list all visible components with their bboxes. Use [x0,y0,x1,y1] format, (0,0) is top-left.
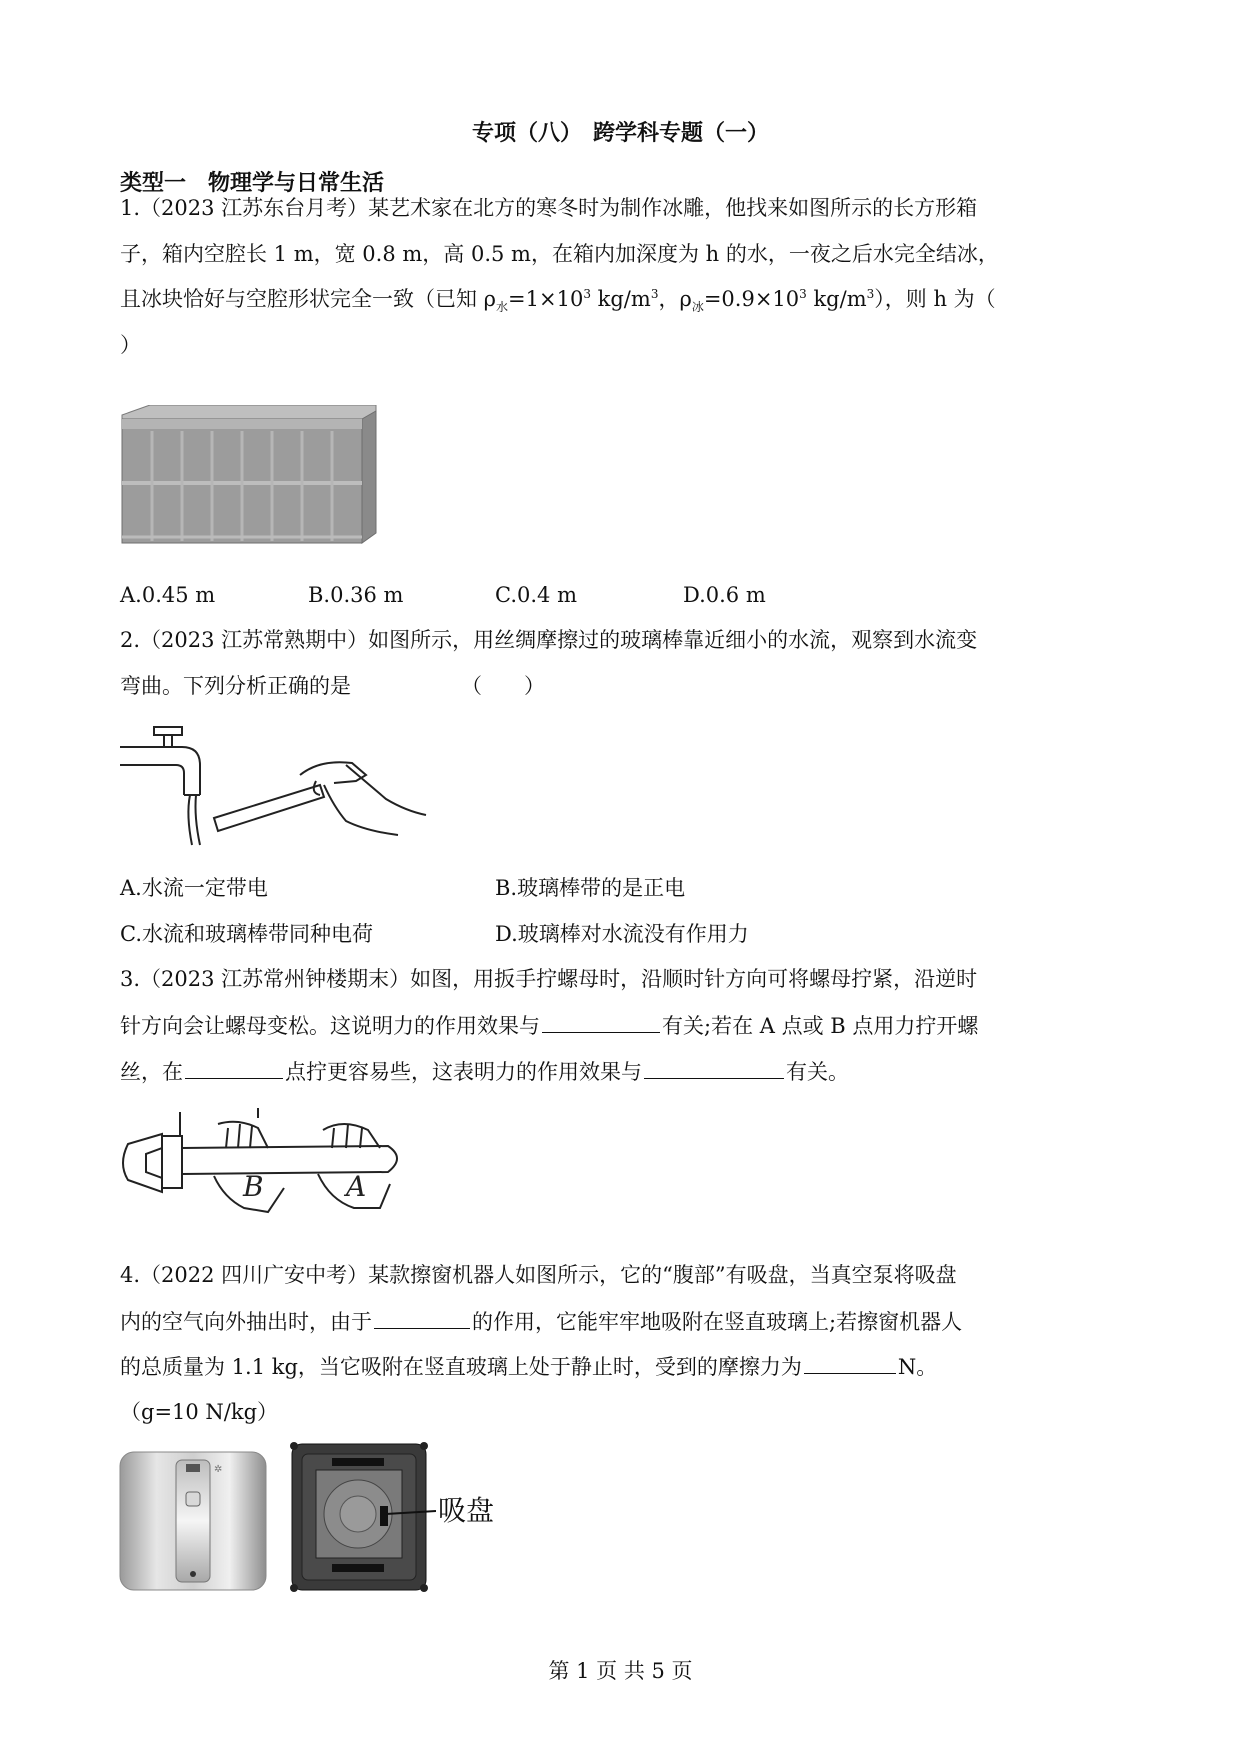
q3-text: 有关;若在 A 点或 B 点用力拧开螺 [662,1014,979,1038]
q1-line-2: 子，箱内空腔长 1 m，宽 0.8 m，高 0.5 m，在箱内加深度为 h 的水，一夜之后水完全结冰， [120,242,999,266]
exponent: 3 [650,287,659,301]
exponent: 3 [866,287,875,301]
exponent: 3 [583,287,591,301]
answer-blank[interactable] [804,1351,896,1374]
crate-image [120,405,378,545]
answer-blank[interactable] [185,1056,283,1079]
q3-text: 点拧更容易些，这表明力的作用效果与 [285,1060,642,1084]
answer-brackets: （ ） [461,674,545,698]
q4-line-2 [120,1306,962,1337]
q1-text: kg/m [806,287,867,311]
q1-option-c: C.0.4 m [495,583,577,607]
q4-line-1: 4.（2022 四川广安中考）某款擦窗机器人如图所示，它的“腹部”有吸盘，当真空泵将吸盘 [120,1263,957,1287]
q2-line-1: 2.（2023 江苏常熟期中）如图所示，用丝绸摩擦过的玻璃棒靠近细小的水流，观察到水流变 [120,628,978,652]
robot-front-image [118,1450,268,1592]
q3-text: 丝，在 [120,1060,183,1084]
rho-ice-subscript: 冰 [691,300,704,315]
q1-text: =1×10 [508,287,584,311]
q1-line-1: 1.（2023 江苏东台月考）某艺术家在北方的寒冬时为制作冰雕，他找来如图所示的长方形箱 [120,196,978,220]
q2-option-a: A.水流一定带电 [120,876,268,900]
q1-line-3 [120,284,996,314]
q3-line-3 [120,1056,849,1087]
q1-option-b: B.0.36 m [308,583,404,607]
q4-line-4: （g=10 N/kg） [120,1400,279,1424]
q1-option-a: A.0.45 m [120,583,216,607]
answer-blank[interactable] [644,1056,784,1079]
q2-text: 弯曲。下列分析正确的是 [120,674,351,698]
q3-line-2 [120,1010,978,1041]
q1-option-d: D.0.6 m [683,583,766,607]
q3-text: 有关。 [786,1060,849,1084]
q1-text: kg/m [590,287,651,311]
page-footer: 第 1 页 共 5 页 [548,1659,693,1683]
q4-text: 的总质量为 1.1 kg，当它吸附在竖直玻璃上处于静止时，受到的摩擦力为 [120,1355,802,1379]
q1-text: ，ρ [658,287,692,311]
faucet-glass-rod-image [120,725,430,850]
q2-option-b: B.玻璃棒带的是正电 [495,876,686,900]
q2-option-c: C.水流和玻璃棒带同种电荷 [120,922,373,946]
q4-text: N。 [897,1355,938,1379]
exponent: 3 [799,287,807,301]
q1-text: ），则 h 为（ [874,287,996,311]
wrench-hands-image [118,1108,408,1216]
svg-text:✲: ✲ [214,1464,223,1475]
suction-cup-label: 吸盘 [438,1494,495,1527]
q2-line-2 [120,671,545,701]
answer-blank[interactable] [542,1010,660,1033]
q4-text: 内的空气向外抽出时，由于 [120,1310,372,1334]
q4-text: 的作用，它能牢牢地吸附在竖直玻璃上;若擦窗机器人 [472,1310,963,1334]
label-point-a: A [346,1170,367,1203]
q3-line-1: 3.（2023 江苏常州钟楼期末）如图，用扳手拧螺母时，沿顺时针方向可将螺母拧紧，沿逆时 [120,967,978,991]
section-heading: 类型一 物理学与日常生活 [120,170,385,196]
q4-line-3 [120,1351,937,1382]
answer-blank[interactable] [374,1306,470,1329]
q2-option-d: D.玻璃棒对水流没有作用力 [495,922,749,946]
q3-text: 针方向会让螺母变松。这说明力的作用效果与 [120,1014,540,1038]
suction-cup-pointer-line [386,1508,436,1518]
q1-text: =0.9×10 [703,287,800,311]
page-title: 专项（八） 跨学科专题（一） [471,120,769,146]
rho-water-subscript: 水 [496,300,509,315]
q1-line-4: ） [120,333,141,357]
q1-text: 且冰块恰好与空腔形状完全一致（已知 ρ [120,287,497,311]
label-point-b: B [243,1170,264,1203]
